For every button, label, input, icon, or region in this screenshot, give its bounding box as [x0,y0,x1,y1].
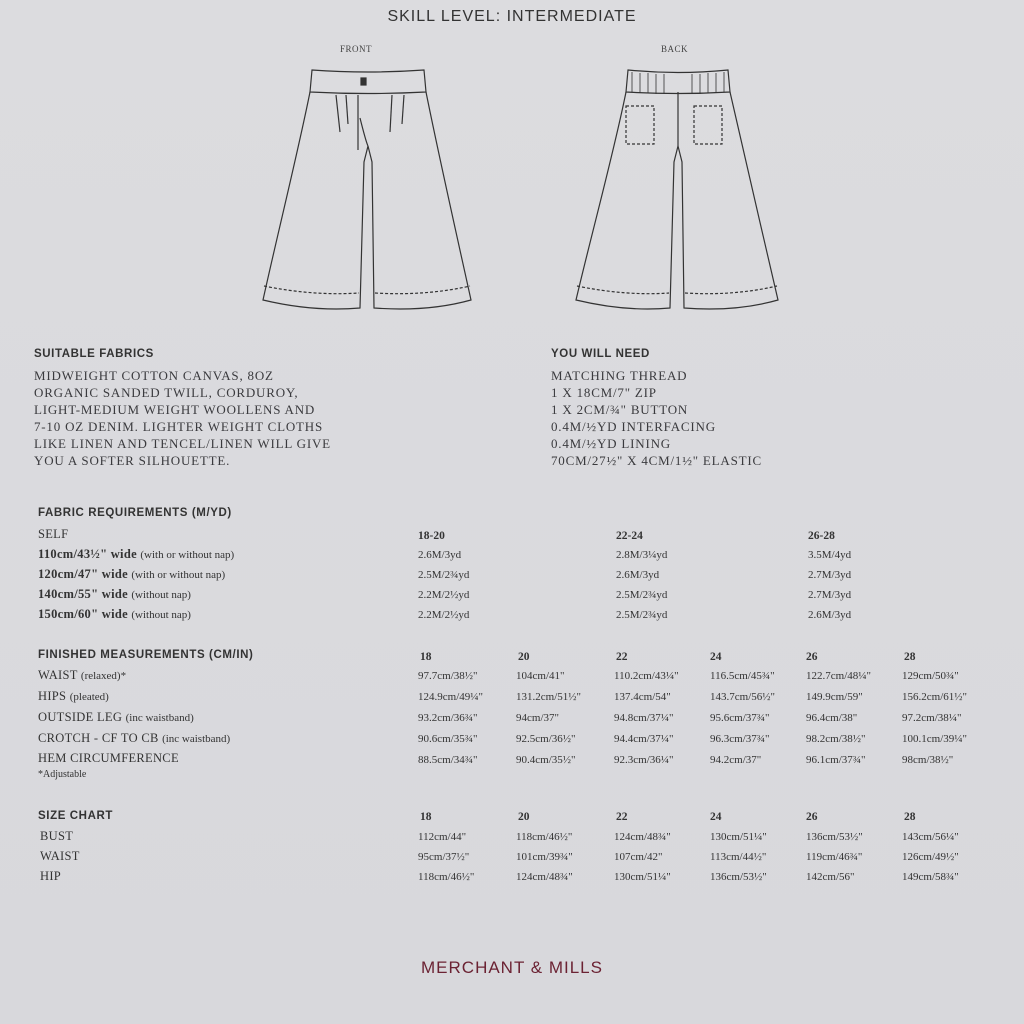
measure-row-label: HEM CIRCUMFERENCE [38,751,179,765]
notion-item: 1 X 2CM/¾" BUTTON [551,402,689,417]
measure-cell: 93.2cm/36¾" [418,712,478,724]
measure-size-header: 28 [904,651,916,663]
chart-cell: 130cm/51¼" [710,831,767,843]
fabric-cell: 2.6M/3yd [808,609,852,621]
chart-cell: 149cm/58¾" [902,871,959,883]
fabric-cell: 2.5M/2¾yd [616,609,668,621]
suitable-fabrics-heading: SUITABLE FABRICS [34,348,154,360]
front-trousers-illustration [258,62,478,322]
chart-cell: 107cm/42" [614,851,663,863]
measure-cell: 92.3cm/36¼" [614,754,674,766]
adjustable-footnote: *Adjustable [38,769,87,780]
measure-cell: 143.7cm/56½" [710,691,775,703]
measure-size-header: 26 [806,651,818,663]
chart-row-label: WAIST [40,849,80,863]
measure-cell: 97.2cm/38¼" [902,712,962,724]
chart-size-header: 24 [710,811,722,823]
measure-cell: 104cm/41" [516,670,565,682]
notion-item: 0.4M/½YD LINING [551,436,671,451]
notion-item: MATCHING THREAD [551,368,688,383]
suitable-fabrics-text [34,367,331,469]
skill-level-title: SKILL LEVEL: INTERMEDIATE [387,8,637,25]
measure-size-header: 24 [710,651,722,663]
chart-cell: 112cm/44" [418,831,467,843]
fabric-line: MIDWEIGHT COTTON CANVAS, 8OZ [34,368,274,383]
chart-size-header: 22 [616,811,628,823]
chart-cell: 118cm/46½" [516,831,573,843]
chart-cell: 113cm/44½" [710,851,767,863]
fabric-width-row: 110cm/43½" wide (with or without nap) [38,547,235,561]
chart-cell: 143cm/56¼" [902,831,959,843]
fabric-cell: 2.6M/3yd [418,549,462,561]
measure-cell: 100.1cm/39¼" [902,733,967,745]
chart-cell: 130cm/51¼" [614,871,671,883]
measure-cell: 98cm/38½" [902,754,954,766]
measure-size-header: 20 [518,651,530,663]
brand-logo-text: MERCHANT & MILLS [421,958,603,977]
measure-cell: 94cm/37" [516,712,559,724]
fabric-size-header: 18-20 [418,530,445,542]
measure-cell: 94.2cm/37" [710,754,762,766]
chart-size-header: 18 [420,811,432,823]
fabric-line: LIKE LINEN AND TENCEL/LINEN WILL GIVE [34,436,331,451]
measure-cell: 94.4cm/37¼" [614,733,674,745]
chart-size-header: 28 [904,811,916,823]
chart-cell: 101cm/39¾" [516,851,573,863]
measure-cell: 96.3cm/37¾" [710,733,770,745]
measure-cell: 149.9cm/59" [806,691,863,703]
measure-cell: 156.2cm/61½" [902,691,967,703]
measure-cell: 88.5cm/34¾" [418,754,478,766]
notions-list [551,367,762,469]
fabric-cell: 2.8M/3¼yd [616,549,668,561]
fabric-width-row: 140cm/55" wide (without nap) [38,587,191,601]
measure-row-label: CROTCH - CF TO CB (inc waistband) [38,731,231,745]
chart-cell: 142cm/56" [806,871,855,883]
fabric-cell: 2.2M/2½yd [418,609,470,621]
fabric-cell: 2.7M/3yd [808,589,852,601]
chart-cell: 118cm/46½" [418,871,475,883]
measure-cell: 96.1cm/37¾" [806,754,866,766]
fabric-width-row: 150cm/60" wide (without nap) [38,607,191,621]
chart-cell: 136cm/53½" [806,831,863,843]
fabric-cell: 2.5M/2¾yd [616,589,668,601]
notion-item: 1 X 18CM/7" ZIP [551,385,657,400]
chart-row-label: HIP [40,869,62,883]
back-view-label: BACK [661,44,689,54]
fabric-cell: 2.6M/3yd [616,569,660,581]
measure-cell: 94.8cm/37¼" [614,712,674,724]
measure-row-label: HIPS (pleated) [38,689,109,703]
fabric-line: ORGANIC SANDED TWILL, CORDUROY, [34,385,299,400]
measure-cell: 90.6cm/35¾" [418,733,478,745]
measure-cell: 92.5cm/36½" [516,733,576,745]
measure-row-label: OUTSIDE LEG (inc waistband) [38,710,194,724]
self-label: SELF [38,527,69,541]
measure-cell: 98.2cm/38½" [806,733,866,745]
chart-size-header: 26 [806,811,818,823]
chart-size-header: 20 [518,811,530,823]
fabric-line: YOU A SOFTER SILHOUETTE. [34,453,231,468]
fabric-width-row: 120cm/47" wide (with or without nap) [38,567,226,581]
chart-cell: 124cm/48¾" [516,871,573,883]
chart-cell: 119cm/46¾" [806,851,863,863]
measure-cell: 137.4cm/54" [614,691,671,703]
measure-size-header: 22 [616,651,628,663]
fabric-size-header: 22-24 [616,530,643,542]
front-view-label: FRONT [340,44,373,54]
chart-row-label: BUST [40,829,74,843]
fabric-cell: 2.7M/3yd [808,569,852,581]
fabric-cell: 2.5M/2¾yd [418,569,470,581]
fabric-cell: 2.2M/2½yd [418,589,470,601]
back-trousers-illustration [570,62,785,322]
chart-cell: 126cm/49½" [902,851,959,863]
measure-cell: 90.4cm/35½" [516,754,576,766]
fabric-cell: 3.5M/4yd [808,549,852,561]
measure-cell: 110.2cm/43¼" [614,670,679,682]
notion-item: 0.4M/½YD INTERFACING [551,419,716,434]
fabric-requirements-heading: FABRIC REQUIREMENTS (M/YD) [38,507,232,519]
measure-cell: 122.7cm/48¼" [806,670,871,682]
notions-heading: YOU WILL NEED [551,348,650,360]
measure-cell: 116.5cm/45¾" [710,670,775,682]
finished-measurements-heading: FINISHED MEASUREMENTS (CM/IN) [38,649,254,661]
size-chart-heading: SIZE CHART [38,810,113,822]
measure-cell: 95.6cm/37¾" [710,712,770,724]
fabric-size-header: 26-28 [808,530,835,542]
chart-cell: 124cm/48¾" [614,831,671,843]
measure-cell: 97.7cm/38½" [418,670,478,682]
chart-cell: 95cm/37½" [418,851,470,863]
fabric-line: 7-10 OZ DENIM. LIGHTER WEIGHT CLOTHS [34,419,324,434]
measure-size-header: 18 [420,651,432,663]
measure-row-label: WAIST (relaxed)* [38,668,127,682]
chart-cell: 136cm/53½" [710,871,767,883]
measure-cell: 131.2cm/51½" [516,691,581,703]
fabric-line: LIGHT-MEDIUM WEIGHT WOOLLENS AND [34,402,316,417]
measure-cell: 129cm/50¾" [902,670,959,682]
measure-cell: 96.4cm/38" [806,712,858,724]
notion-item: 70CM/27½" X 4CM/1½" ELASTIC [551,453,762,468]
measure-cell: 124.9cm/49¼" [418,691,483,703]
